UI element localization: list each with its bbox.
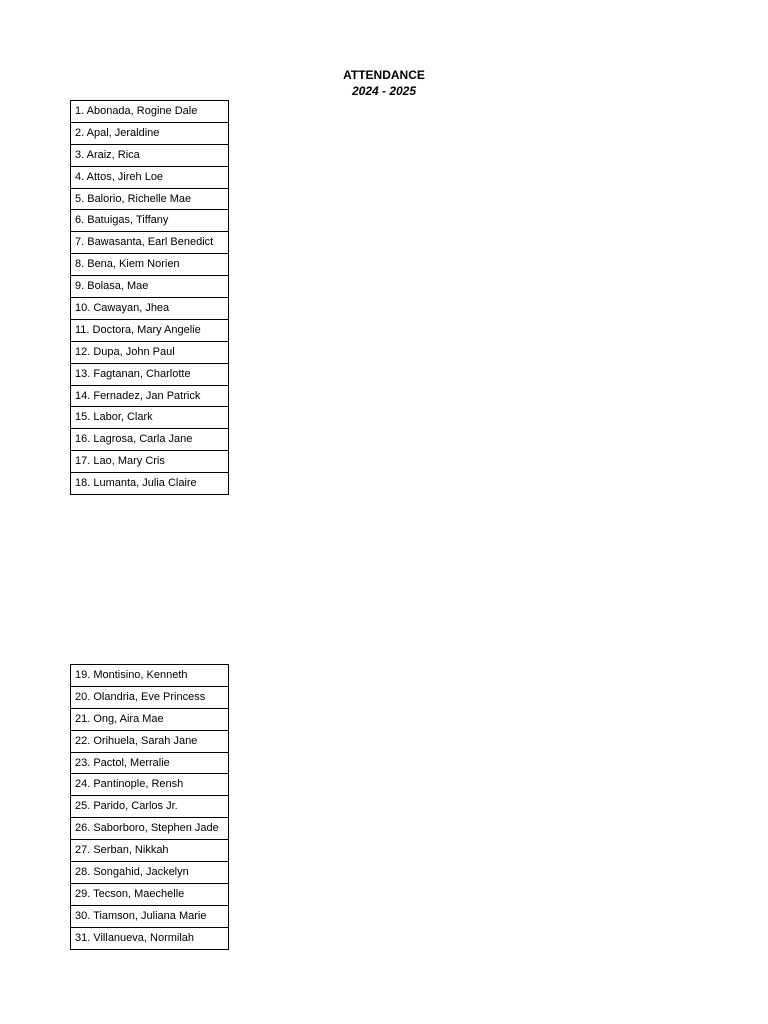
- table-row: [71, 927, 229, 949]
- table-row: [71, 319, 229, 341]
- table-row: [71, 298, 229, 320]
- table-row: [71, 188, 229, 210]
- student-name-cell[interactable]: 20. Olandria, Eve Princess: [71, 686, 229, 708]
- table-row: [71, 774, 229, 796]
- table-row: [71, 429, 229, 451]
- student-name-cell[interactable]: 28. Songahid, Jackelyn: [71, 862, 229, 884]
- table-row: [71, 276, 229, 298]
- table-row: [71, 144, 229, 166]
- student-name-cell[interactable]: 24. Pantinople, Rensh: [71, 774, 229, 796]
- table-row: [71, 407, 229, 429]
- table-row: [71, 686, 229, 708]
- table-row: [71, 451, 229, 473]
- table-row: [71, 730, 229, 752]
- table-row: [71, 254, 229, 276]
- student-name-cell[interactable]: 26. Saborboro, Stephen Jade: [71, 818, 229, 840]
- table-row: [71, 665, 229, 687]
- attendance-table-part-1: [70, 100, 229, 495]
- table-row: [71, 166, 229, 188]
- table-row: [71, 363, 229, 385]
- table-row: [71, 818, 229, 840]
- table-row: [71, 341, 229, 363]
- student-name-cell[interactable]: 12. Dupa, John Paul: [71, 341, 229, 363]
- student-name-cell[interactable]: 23. Pactol, Merralie: [71, 752, 229, 774]
- student-name-cell[interactable]: 9. Bolasa, Mae: [71, 276, 229, 298]
- student-name-cell[interactable]: 31. Villanueva, Normilah: [71, 927, 229, 949]
- page-title: ATTENDANCE: [343, 68, 425, 82]
- student-name-cell[interactable]: 30. Tiamson, Juliana Marie: [71, 905, 229, 927]
- table-row: [71, 232, 229, 254]
- student-name-cell[interactable]: 21. Ong, Aira Mae: [71, 708, 229, 730]
- student-name-cell[interactable]: 11. Doctora, Mary Angelie: [71, 319, 229, 341]
- roster-body-part-1: [71, 101, 229, 495]
- attendance-table-part-2: [70, 664, 229, 950]
- student-name-cell[interactable]: 4. Attos, Jireh Loe: [71, 166, 229, 188]
- student-name-cell[interactable]: 27. Serban, Nikkah: [71, 840, 229, 862]
- student-name-cell[interactable]: 8. Bena, Kiem Norien: [71, 254, 229, 276]
- student-name-cell[interactable]: 17. Lao, Mary Cris: [71, 451, 229, 473]
- student-name-cell[interactable]: 22. Orihuela, Sarah Jane: [71, 730, 229, 752]
- student-name-cell[interactable]: 1. Abonada, Rogine Dale: [71, 101, 229, 123]
- school-year: 2024 - 2025: [351, 84, 417, 98]
- table-row: [71, 905, 229, 927]
- student-name-cell[interactable]: 29. Tecson, Maechelle: [71, 883, 229, 905]
- table-row: [71, 210, 229, 232]
- student-name-cell[interactable]: 5. Balorio, Richelle Mae: [71, 188, 229, 210]
- student-name-cell[interactable]: 13. Fagtanan, Charlotte: [71, 363, 229, 385]
- table-row: [71, 708, 229, 730]
- student-name-cell[interactable]: 3. Araiz, Rica: [71, 144, 229, 166]
- table-row: [71, 840, 229, 862]
- student-name-cell[interactable]: 7. Bawasanta, Earl Benedict: [71, 232, 229, 254]
- table-row: [71, 883, 229, 905]
- table-row: [71, 385, 229, 407]
- table-row: [71, 122, 229, 144]
- student-name-cell[interactable]: 10. Cawayan, Jhea: [71, 298, 229, 320]
- table-row: [71, 752, 229, 774]
- student-name-cell[interactable]: 15. Labor, Clark: [71, 407, 229, 429]
- student-name-cell[interactable]: 19. Montisino, Kenneth: [71, 665, 229, 687]
- table-row: [71, 101, 229, 123]
- table-row: [71, 862, 229, 884]
- table-row: [71, 796, 229, 818]
- student-name-cell[interactable]: 16. Lagrosa, Carla Jane: [71, 429, 229, 451]
- student-name-cell[interactable]: 18. Lumanta, Julia Claire: [71, 473, 229, 495]
- student-name-cell[interactable]: 25. Parido, Carlos Jr.: [71, 796, 229, 818]
- table-row: [71, 473, 229, 495]
- student-name-cell[interactable]: 6. Batuigas, Tiffany: [71, 210, 229, 232]
- roster-body-part-2: [71, 665, 229, 950]
- student-name-cell[interactable]: 14. Fernadez, Jan Patrick: [71, 385, 229, 407]
- student-name-cell[interactable]: 2. Apal, Jeraldine: [71, 122, 229, 144]
